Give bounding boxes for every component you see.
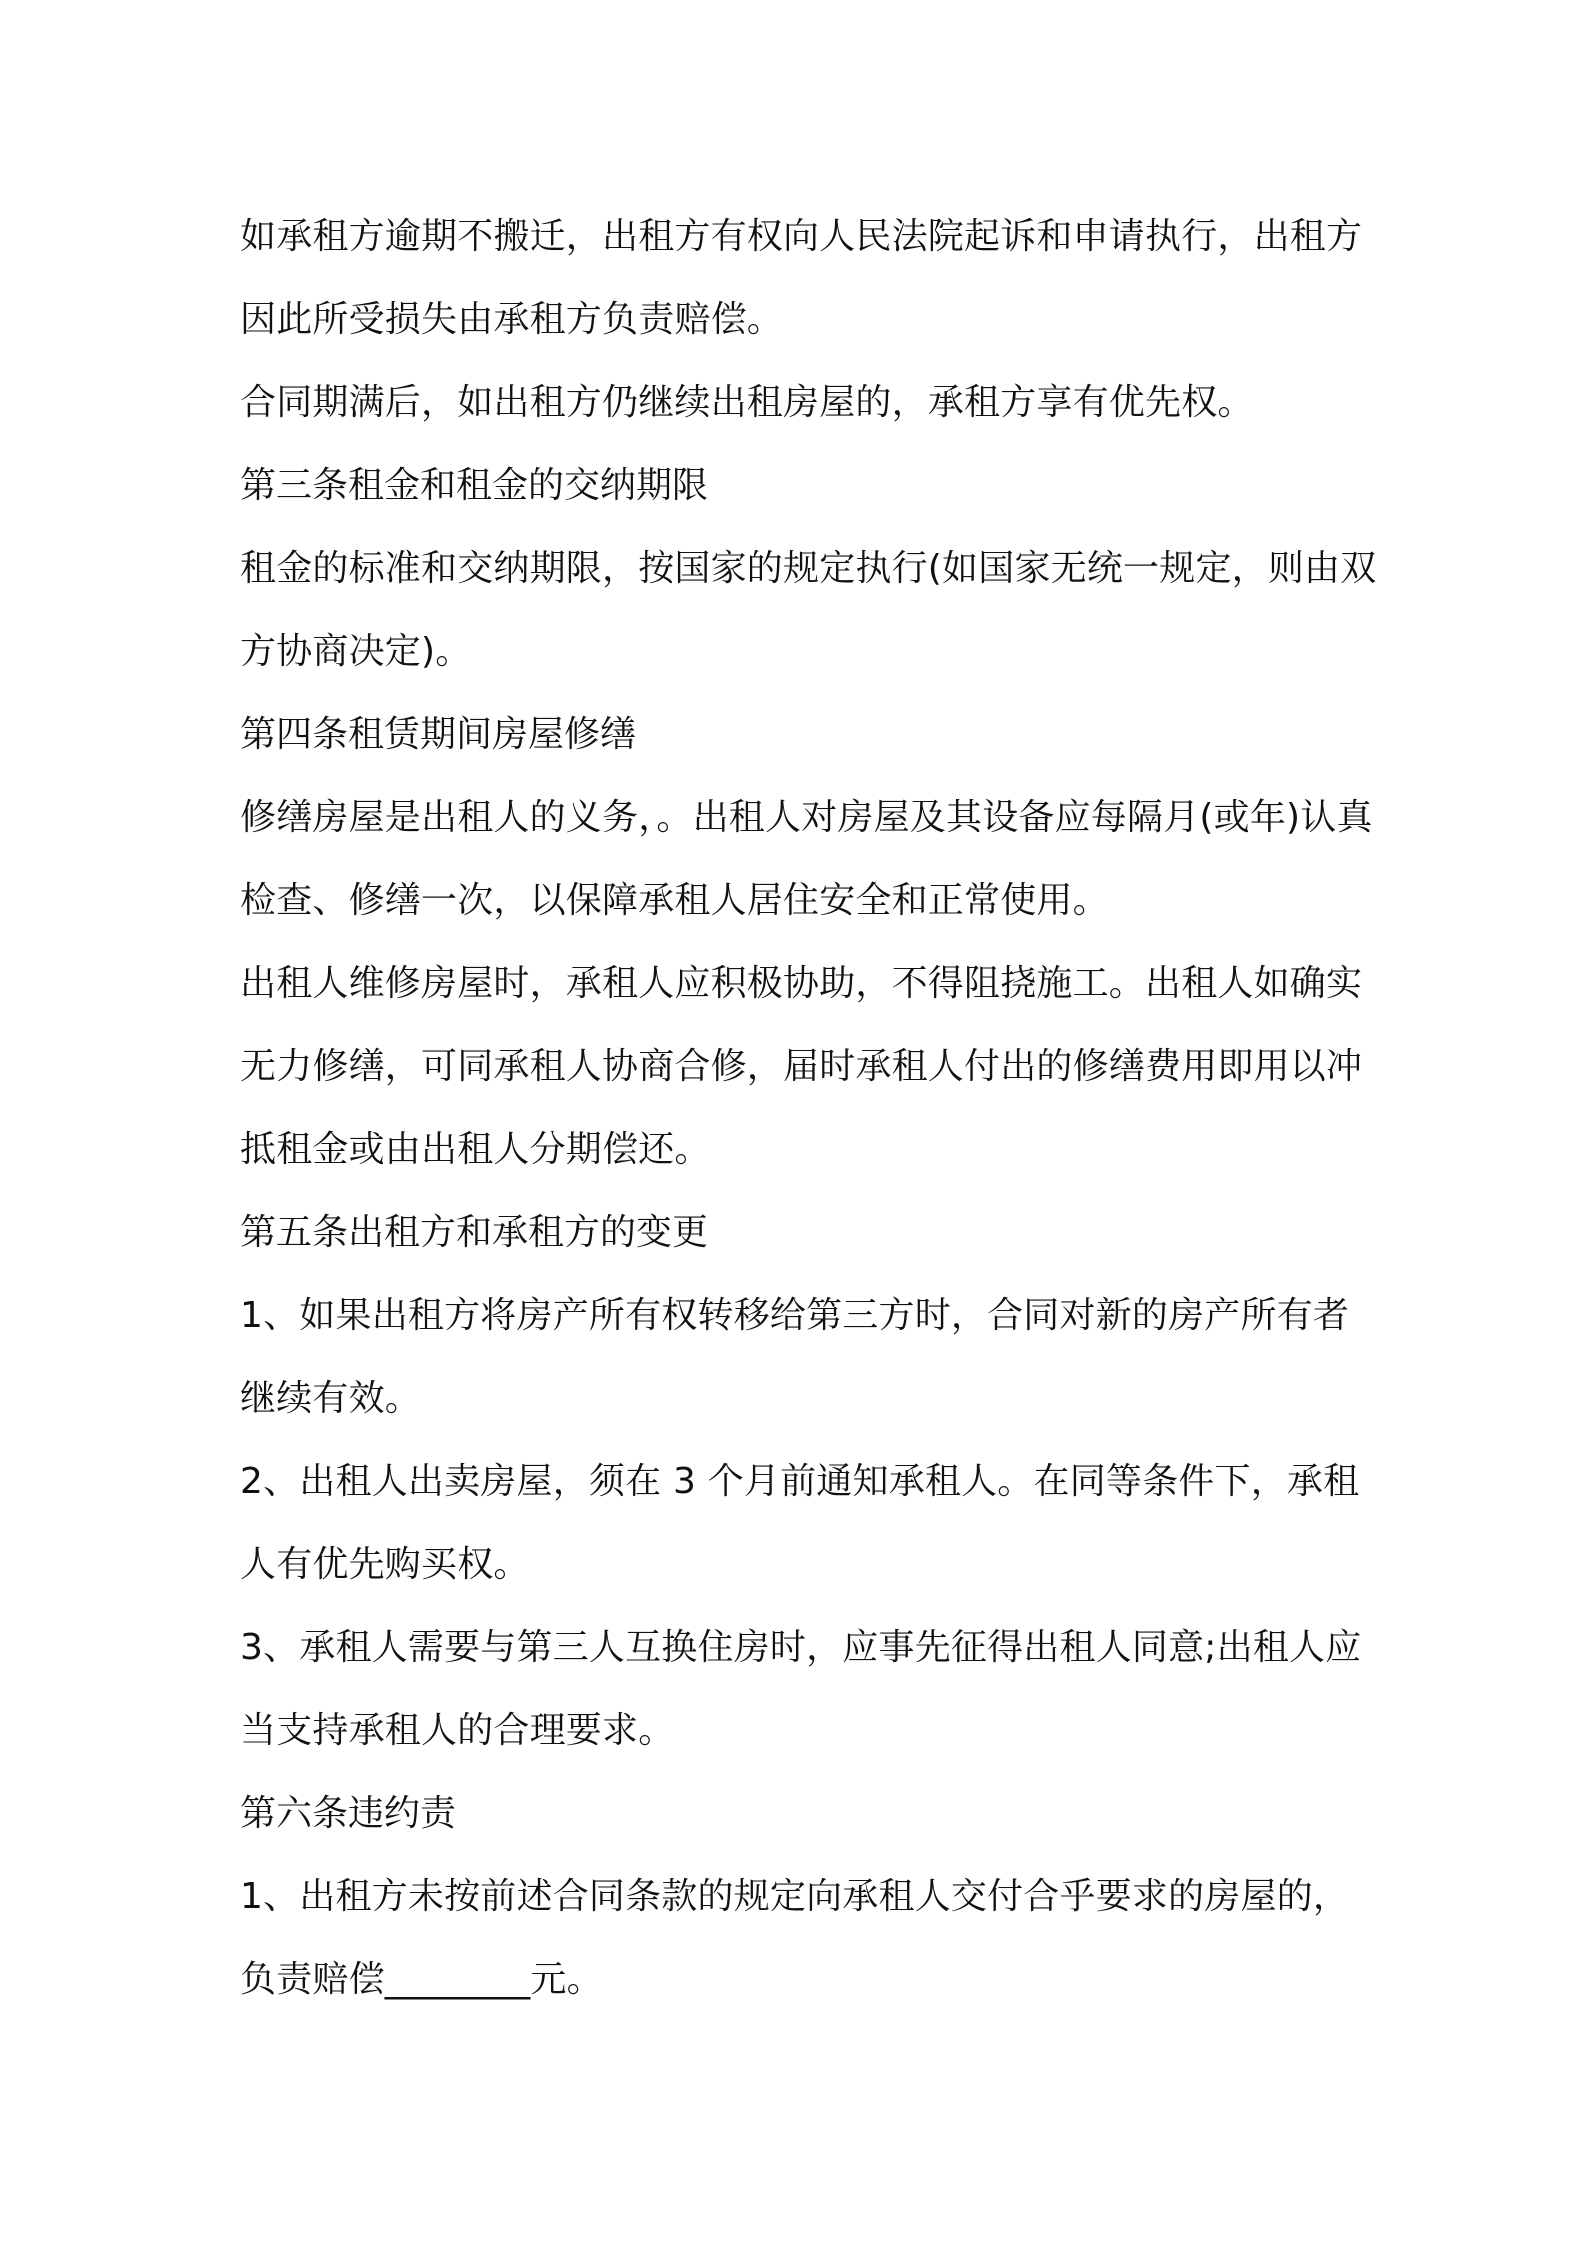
section-heading-article-5: 第五条出租方和承租方的变更: [240, 1212, 709, 1253]
section-heading-article-3: 第三条租金和租金的交纳期限: [240, 465, 709, 506]
section-heading-article-4: 第四条租赁期间房屋修缮: [240, 714, 637, 755]
paragraph-repair-cooperation: 出租人维修房屋时，承租人应积极协助，不得阻挠施工。出租人如确实无力修缮，可同承租人协商合修，届时承租人付出的修缮费用即用以冲抵租金或由出租人分期偿还。: [240, 963, 1363, 1170]
paragraph-repair-obligation: 修缮房屋是出租人的义务，。出租人对房屋及其设备应每隔月(或年)认真检查、修缮一次，以保障承租人居住安全和正常使用。: [240, 797, 1373, 921]
paragraph-sale-notice: 2、出租人出卖房屋，须在 3 个月前通知承租人。在同等条件下，承租人有优先购买权。: [240, 1461, 1360, 1585]
paragraph-renewal-priority: 合同期满后，如出租方仍继续出租房屋的，承租方享有优先权。: [240, 382, 1254, 423]
paragraph-eviction-liability: 如承租方逾期不搬迁，出租方有权向人民法院起诉和申请执行，出租方因此所受损失由承租方负责赔偿。: [240, 216, 1363, 340]
paragraph-ownership-transfer: 1、如果出租方将房产所有权转移给第三方时，合同对新的房产所有者继续有效。: [240, 1295, 1350, 1419]
paragraph-housing-exchange: 3、承租人需要与第三人互换住房时，应事先征得出租人同意;出租人应当支持承租人的合理要求。: [240, 1627, 1362, 1751]
section-heading-article-6: 第六条违约责: [240, 1793, 457, 1834]
paragraph-rent-standard: 租金的标准和交纳期限，按国家的规定执行(如国家无统一规定，则由双方协商决定)。: [240, 548, 1377, 672]
document-body: [240, 195, 1380, 2021]
paragraph-breach-compensation: 1、出租方未按前述合同条款的规定向承租人交付合乎要求的房屋的，负责赔偿________元。: [240, 1876, 1350, 2000]
